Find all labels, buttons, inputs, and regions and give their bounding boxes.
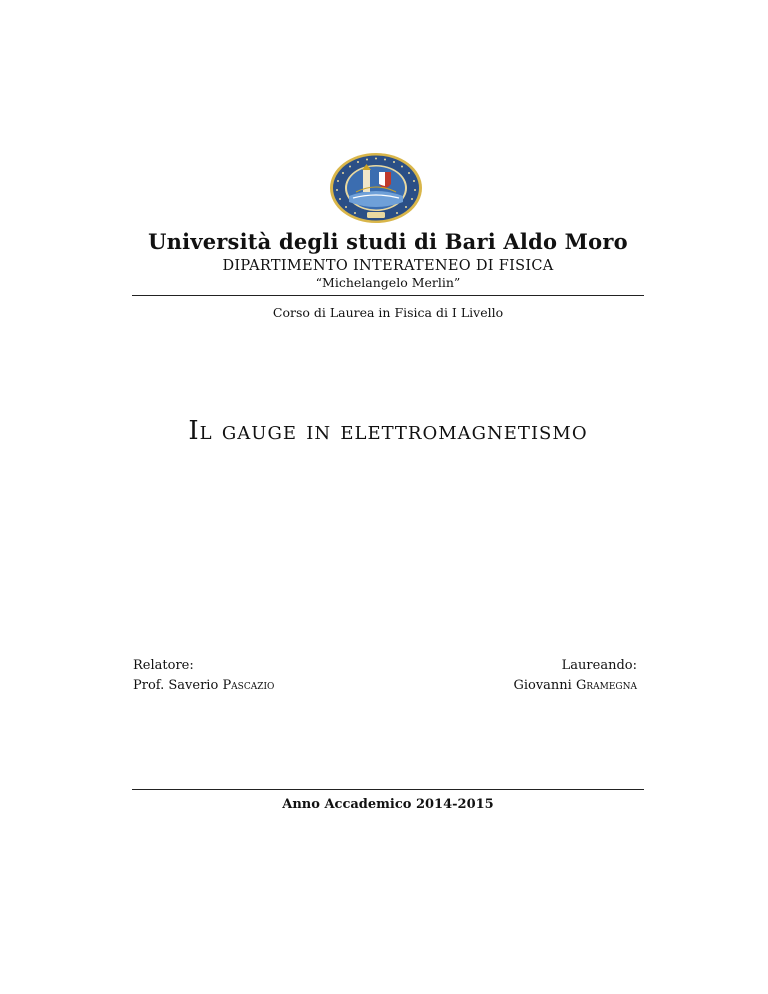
candidate-surname: Gramegna [575, 678, 637, 693]
candidate-block [513, 656, 637, 696]
supervisor-first-name: Prof. Saverio [133, 678, 219, 693]
candidate-label: Laureando: [561, 658, 637, 673]
university-seal-icon [329, 152, 423, 224]
university-name: Università degli studi di Bari Aldo Moro [148, 229, 628, 254]
supervisor-label: Relatore: [133, 658, 194, 673]
bottom-divider [132, 789, 644, 790]
supervisor-name [133, 676, 274, 696]
candidate-first-name: Giovanni [513, 678, 572, 693]
department-subtitle: “Michelangelo Merlin” [315, 275, 461, 290]
academic-year: Anno Accademico 2014-2015 [282, 797, 494, 812]
course-name: Corso di Laurea in Fisica di I Livello [272, 305, 504, 320]
candidate-name [513, 676, 637, 696]
top-divider [132, 295, 644, 296]
thesis-title: Il gauge in elettromagnetismo [188, 416, 588, 446]
supervisor-surname: Pascazio [222, 678, 275, 693]
supervisor-block [133, 656, 274, 696]
department-name: DIPARTIMENTO INTERATENEO DI FISICA [222, 258, 554, 274]
